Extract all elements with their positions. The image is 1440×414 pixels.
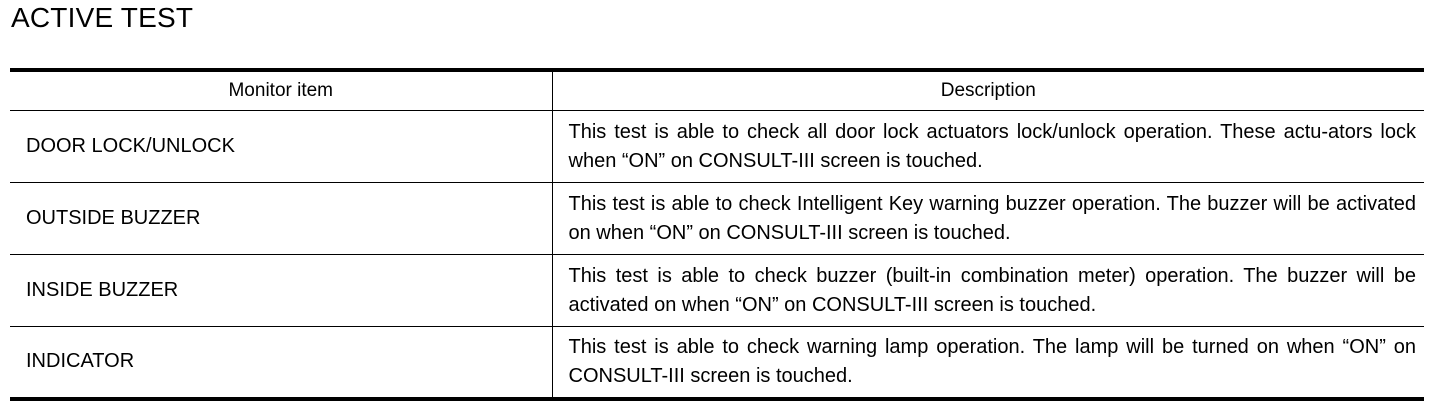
monitor-item-cell: INDICATOR bbox=[10, 327, 552, 399]
header-row bbox=[10, 70, 1424, 111]
table-row bbox=[10, 111, 1424, 183]
page-title: ACTIVE TEST bbox=[11, 2, 194, 33]
table-row bbox=[10, 255, 1424, 327]
column-header-monitor-item: Monitor item bbox=[10, 70, 552, 111]
monitor-item-cell: DOOR LOCK/UNLOCK bbox=[10, 111, 552, 183]
description-cell: This test is able to check all door lock actuators lock/unlock operation. These actu-ators lock when “ON” on CONSULT-III screen is touched. bbox=[552, 111, 1424, 183]
description-cell: This test is able to check Intelligent Key warning buzzer operation. The buzzer will be activated on when “ON” on CONSULT-III screen is touched. bbox=[552, 183, 1424, 255]
table-row bbox=[10, 183, 1424, 255]
monitor-item-cell: OUTSIDE BUZZER bbox=[10, 183, 552, 255]
column-header-description: Description bbox=[552, 70, 1424, 111]
description-cell: This test is able to check warning lamp operation. The lamp will be turned on when “ON” on CONSULT-III screen is touched. bbox=[568, 335, 1416, 387]
table-body bbox=[10, 111, 1424, 399]
description-cell: This test is able to check buzzer (built-in combination meter) operation. The buzzer will be activated on when “ON” on CONSULT-III screen is touched. bbox=[552, 255, 1424, 327]
active-test-table bbox=[10, 68, 1424, 401]
table-header bbox=[10, 70, 1424, 111]
monitor-item-cell: INSIDE BUZZER bbox=[10, 255, 552, 327]
table-row bbox=[10, 327, 1424, 399]
